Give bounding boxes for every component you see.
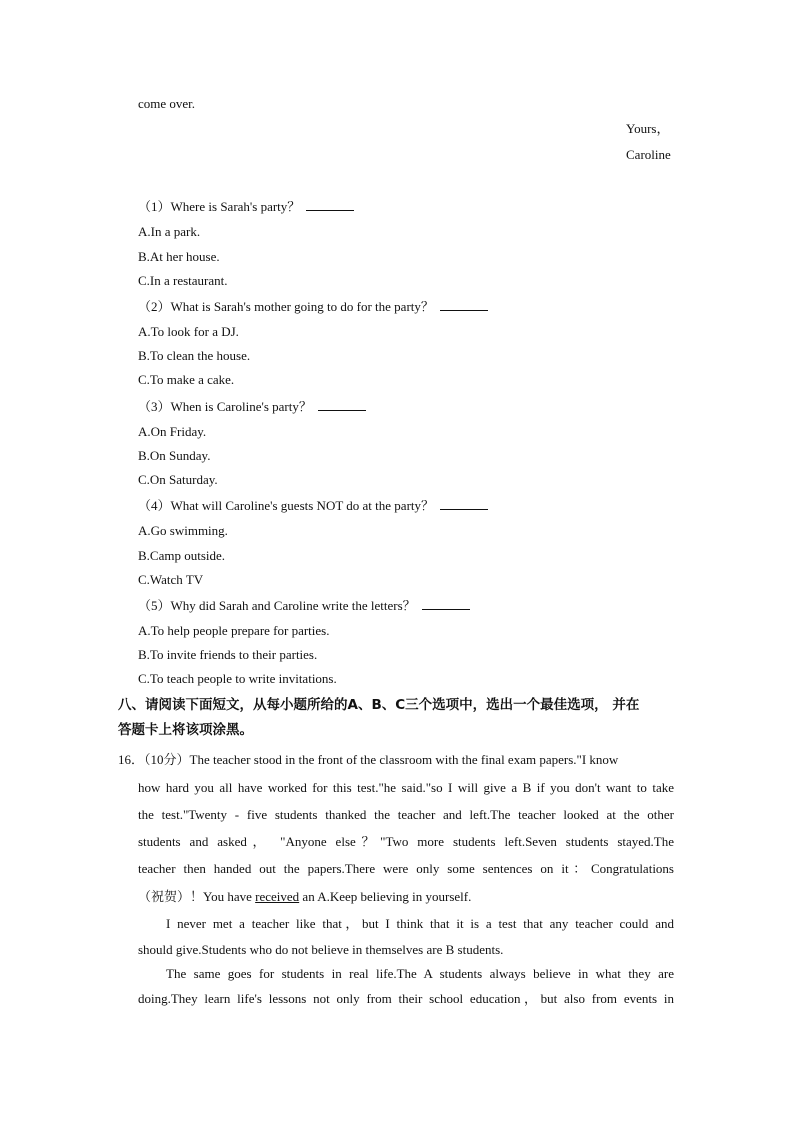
option-1c[interactable]: C.In a restaurant. [138,273,228,288]
passage-text: The teacher stood in the front of the classroom with the final exam papers."I know [189,752,619,767]
question-text: Where is Sarah's party？ [170,199,301,214]
letter-signature: Caroline [626,147,671,162]
section-heading-line-1: 八、请阅读下面短文，从每小题所给的A、B、C三个选项中，选出一个最佳选项， 并在 [118,697,640,713]
passage-line-3: the test."Twenty - five students thanked the teacher and left.The teacher looked at the other [138,807,674,822]
passage-first-line [118,752,674,768]
passage-text: an A.Keep believing in yourself. [299,889,472,904]
option-1b[interactable]: B.At her house. [138,249,220,264]
option-5a[interactable]: A.To help people prepare for parties. [138,623,330,638]
option-2a[interactable]: A.To look for a DJ. [138,324,239,339]
question-1 [138,198,354,215]
question-text: Why did Sarah and Caroline write the letters？ [170,598,416,613]
question-text: What is Sarah's mother going to do for the party？ [170,299,434,314]
score-label: （10分） [144,752,190,767]
option-4a[interactable]: A.Go swimming. [138,523,228,538]
answer-blank[interactable] [440,497,488,510]
passage-line-6 [138,889,471,905]
paragraph-2-line-2: should give.Students who do not believe in themselves are B students. [138,942,504,957]
question-number: 16． [118,752,145,767]
question-number: （5） [138,598,171,613]
letter-signoff: Yours， [626,121,670,136]
question-5 [138,597,470,614]
option-2b[interactable]: B.To clean the house. [138,348,251,363]
option-5c[interactable]: C.To teach people to write invitations. [138,671,337,686]
section-heading-line-2: 答题卡上将该项涂黑。 [118,722,253,738]
option-3a[interactable]: A.On Friday. [138,424,207,439]
option-1a[interactable]: A.In a park. [138,224,201,239]
option-3b[interactable]: B.On Sunday. [138,448,211,463]
question-number: （4） [138,498,171,513]
option-3c[interactable]: C.On Saturday. [138,472,218,487]
question-text: What will Caroline's guests NOT do at the party？ [170,498,435,513]
option-4c[interactable]: C.Watch TV [138,572,204,587]
paragraph-2-line-1: I never met a teacher like that，but I think that it is a test that any teacher could and [166,916,674,931]
option-4b[interactable]: B.Camp outside. [138,548,226,563]
answer-blank[interactable] [306,198,354,211]
passage-line-2: how hard you all have worked for this test."he said."so I will give a B if you don't want to take [138,780,674,795]
question-4 [138,497,488,514]
passage-line-4: students and asked， "Anyone else？"Two more students left.Seven students stayed.The [138,834,674,849]
paragraph-3-line-1: The same goes for students in real life.The A students always believe in what they are [166,966,674,981]
answer-blank[interactable] [422,597,470,610]
passage-line-5: teacher then handed out the papers.There were only some sentences on it：Congratulations [138,861,674,876]
question-2 [138,298,488,315]
question-3 [138,398,366,415]
answer-blank[interactable] [318,398,366,411]
question-number: （2） [138,299,171,314]
passage-text: （祝贺）！You have [138,889,256,904]
question-text: When is Caroline's party？ [170,399,312,414]
underlined-word: received [255,889,300,904]
paragraph-3-line-2: doing.They learn life's lessons not only from their school education，but also from events in [138,991,674,1006]
answer-blank[interactable] [440,298,488,311]
option-5b[interactable]: B.To invite friends to their parties. [138,647,318,662]
question-number: （1） [138,199,171,214]
question-number: （3） [138,399,171,414]
letter-closing-text: come over. [138,96,196,111]
option-2c[interactable]: C.To make a cake. [138,372,235,387]
